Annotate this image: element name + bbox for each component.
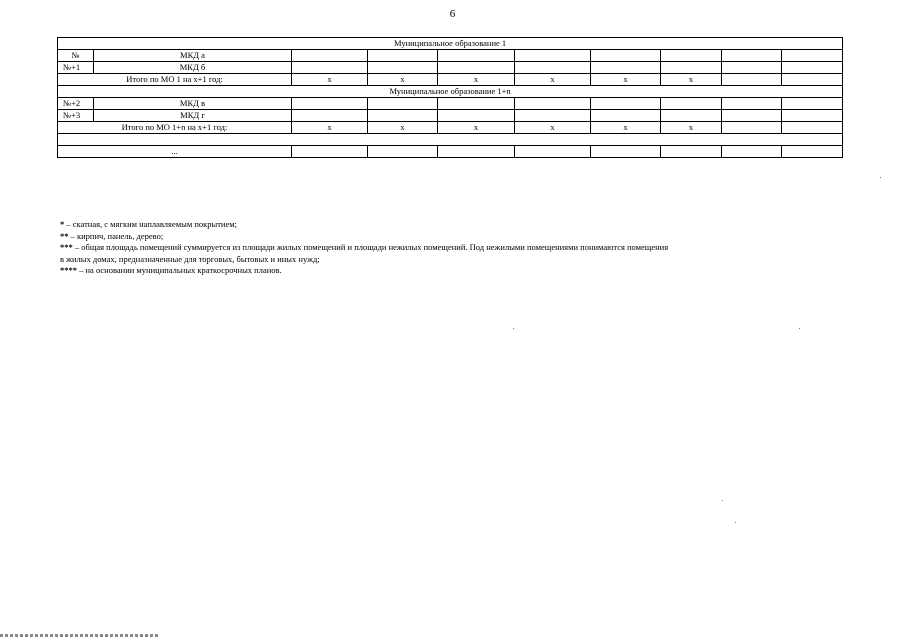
cell [591,50,661,62]
cell [661,62,722,74]
cell [438,146,515,158]
total-row [58,122,843,134]
footnote-3 [60,242,850,254]
row-number: №+3 [58,110,94,122]
cell [438,110,515,122]
x-mark: x [368,122,438,134]
footnote-2 [60,231,850,243]
cell [368,146,438,158]
footnote-text: – общая площадь помещений суммируется из площади жилых помещений и площади нежилых помещений. Под нежилыми помещениями понимаются помещения [72,242,669,253]
cell [722,74,782,86]
group2-header: Муниципальное образование 1+n [58,86,843,98]
cell [722,62,782,74]
x-mark: x [368,74,438,86]
cell [292,50,368,62]
cell [661,98,722,110]
x-mark: x [515,122,591,134]
row-number: №+1 [58,62,94,74]
total-row [58,74,843,86]
cell [782,74,843,86]
cell [368,62,438,74]
footnotes [60,219,850,277]
group1-total-label: Итого по МО 1 на x+1 год: [58,74,292,86]
cell [782,122,843,134]
x-mark: x [515,74,591,86]
cell [782,110,843,122]
cell [438,62,515,74]
footnote-4 [60,265,850,277]
scan-speck [513,328,514,329]
cell [515,110,591,122]
table-row [58,110,843,122]
row-number: №+2 [58,98,94,110]
footnote-text: – скатная, с мягким наплавляемым покрытием; [64,219,237,229]
row-building-name: МКД а [94,50,292,62]
cell [591,98,661,110]
group-header-row [58,38,843,50]
cell [782,146,843,158]
cell [438,98,515,110]
cell [661,110,722,122]
footnote-1 [60,219,850,231]
footnote-mark: *** [60,242,73,253]
cell [722,110,782,122]
ellipsis-label: ... [58,146,292,158]
x-mark: x [438,74,515,86]
footnote-text: – на основании муниципальных краткосрочных планов. [77,265,282,276]
cell [722,146,782,158]
cell [515,146,591,158]
cell [591,110,661,122]
scan-speck [799,328,800,329]
cell [515,50,591,62]
row-number: № [58,50,94,62]
x-mark: x [591,74,661,86]
cell [292,98,368,110]
spacer-row [58,134,843,146]
cell [591,146,661,158]
x-mark: x [591,122,661,134]
spacer-cell [58,134,843,146]
x-mark: x [438,122,515,134]
cell [438,50,515,62]
cell [782,98,843,110]
cell [591,62,661,74]
row-building-name: МКД г [94,110,292,122]
x-mark: x [292,122,368,134]
footnote-mark: ** [60,230,69,241]
cell [292,146,368,158]
scan-speck [722,500,723,501]
x-mark: x [292,74,368,86]
cell [782,62,843,74]
group-header-row [58,86,843,98]
group2-total-label: Итого по МО 1+n на x+1 год: [58,122,292,134]
repair-plan-table [57,37,843,158]
group1-header: Муниципальное образование 1 [58,38,843,50]
cell [368,98,438,110]
footnote-mark: * [60,219,65,229]
cell [515,62,591,74]
scan-artifact-bar [0,634,160,637]
footnote-3-continued: в жилых домах, предназначенные для торговых, бытовых и иных нужд; [60,253,320,264]
cell [722,122,782,134]
page-number: 6 [449,8,456,20]
x-mark: x [661,122,722,134]
cell [722,50,782,62]
table-row [58,50,843,62]
x-mark: x [661,74,722,86]
cell [661,50,722,62]
cell [722,98,782,110]
row-building-name: МКД б [94,62,292,74]
cell [782,50,843,62]
cell [292,62,368,74]
table-row [58,98,843,110]
scan-speck [880,177,881,178]
footnote-text: – кирпич, панель, дерево; [68,230,164,241]
table-row [58,62,843,74]
cell [368,110,438,122]
ellipsis-row [58,146,843,158]
scan-speck [735,522,736,523]
cell [368,50,438,62]
row-building-name: МКД в [94,98,292,110]
cell [515,98,591,110]
cell [661,146,722,158]
footnote-mark: **** [60,265,77,276]
cell [292,110,368,122]
